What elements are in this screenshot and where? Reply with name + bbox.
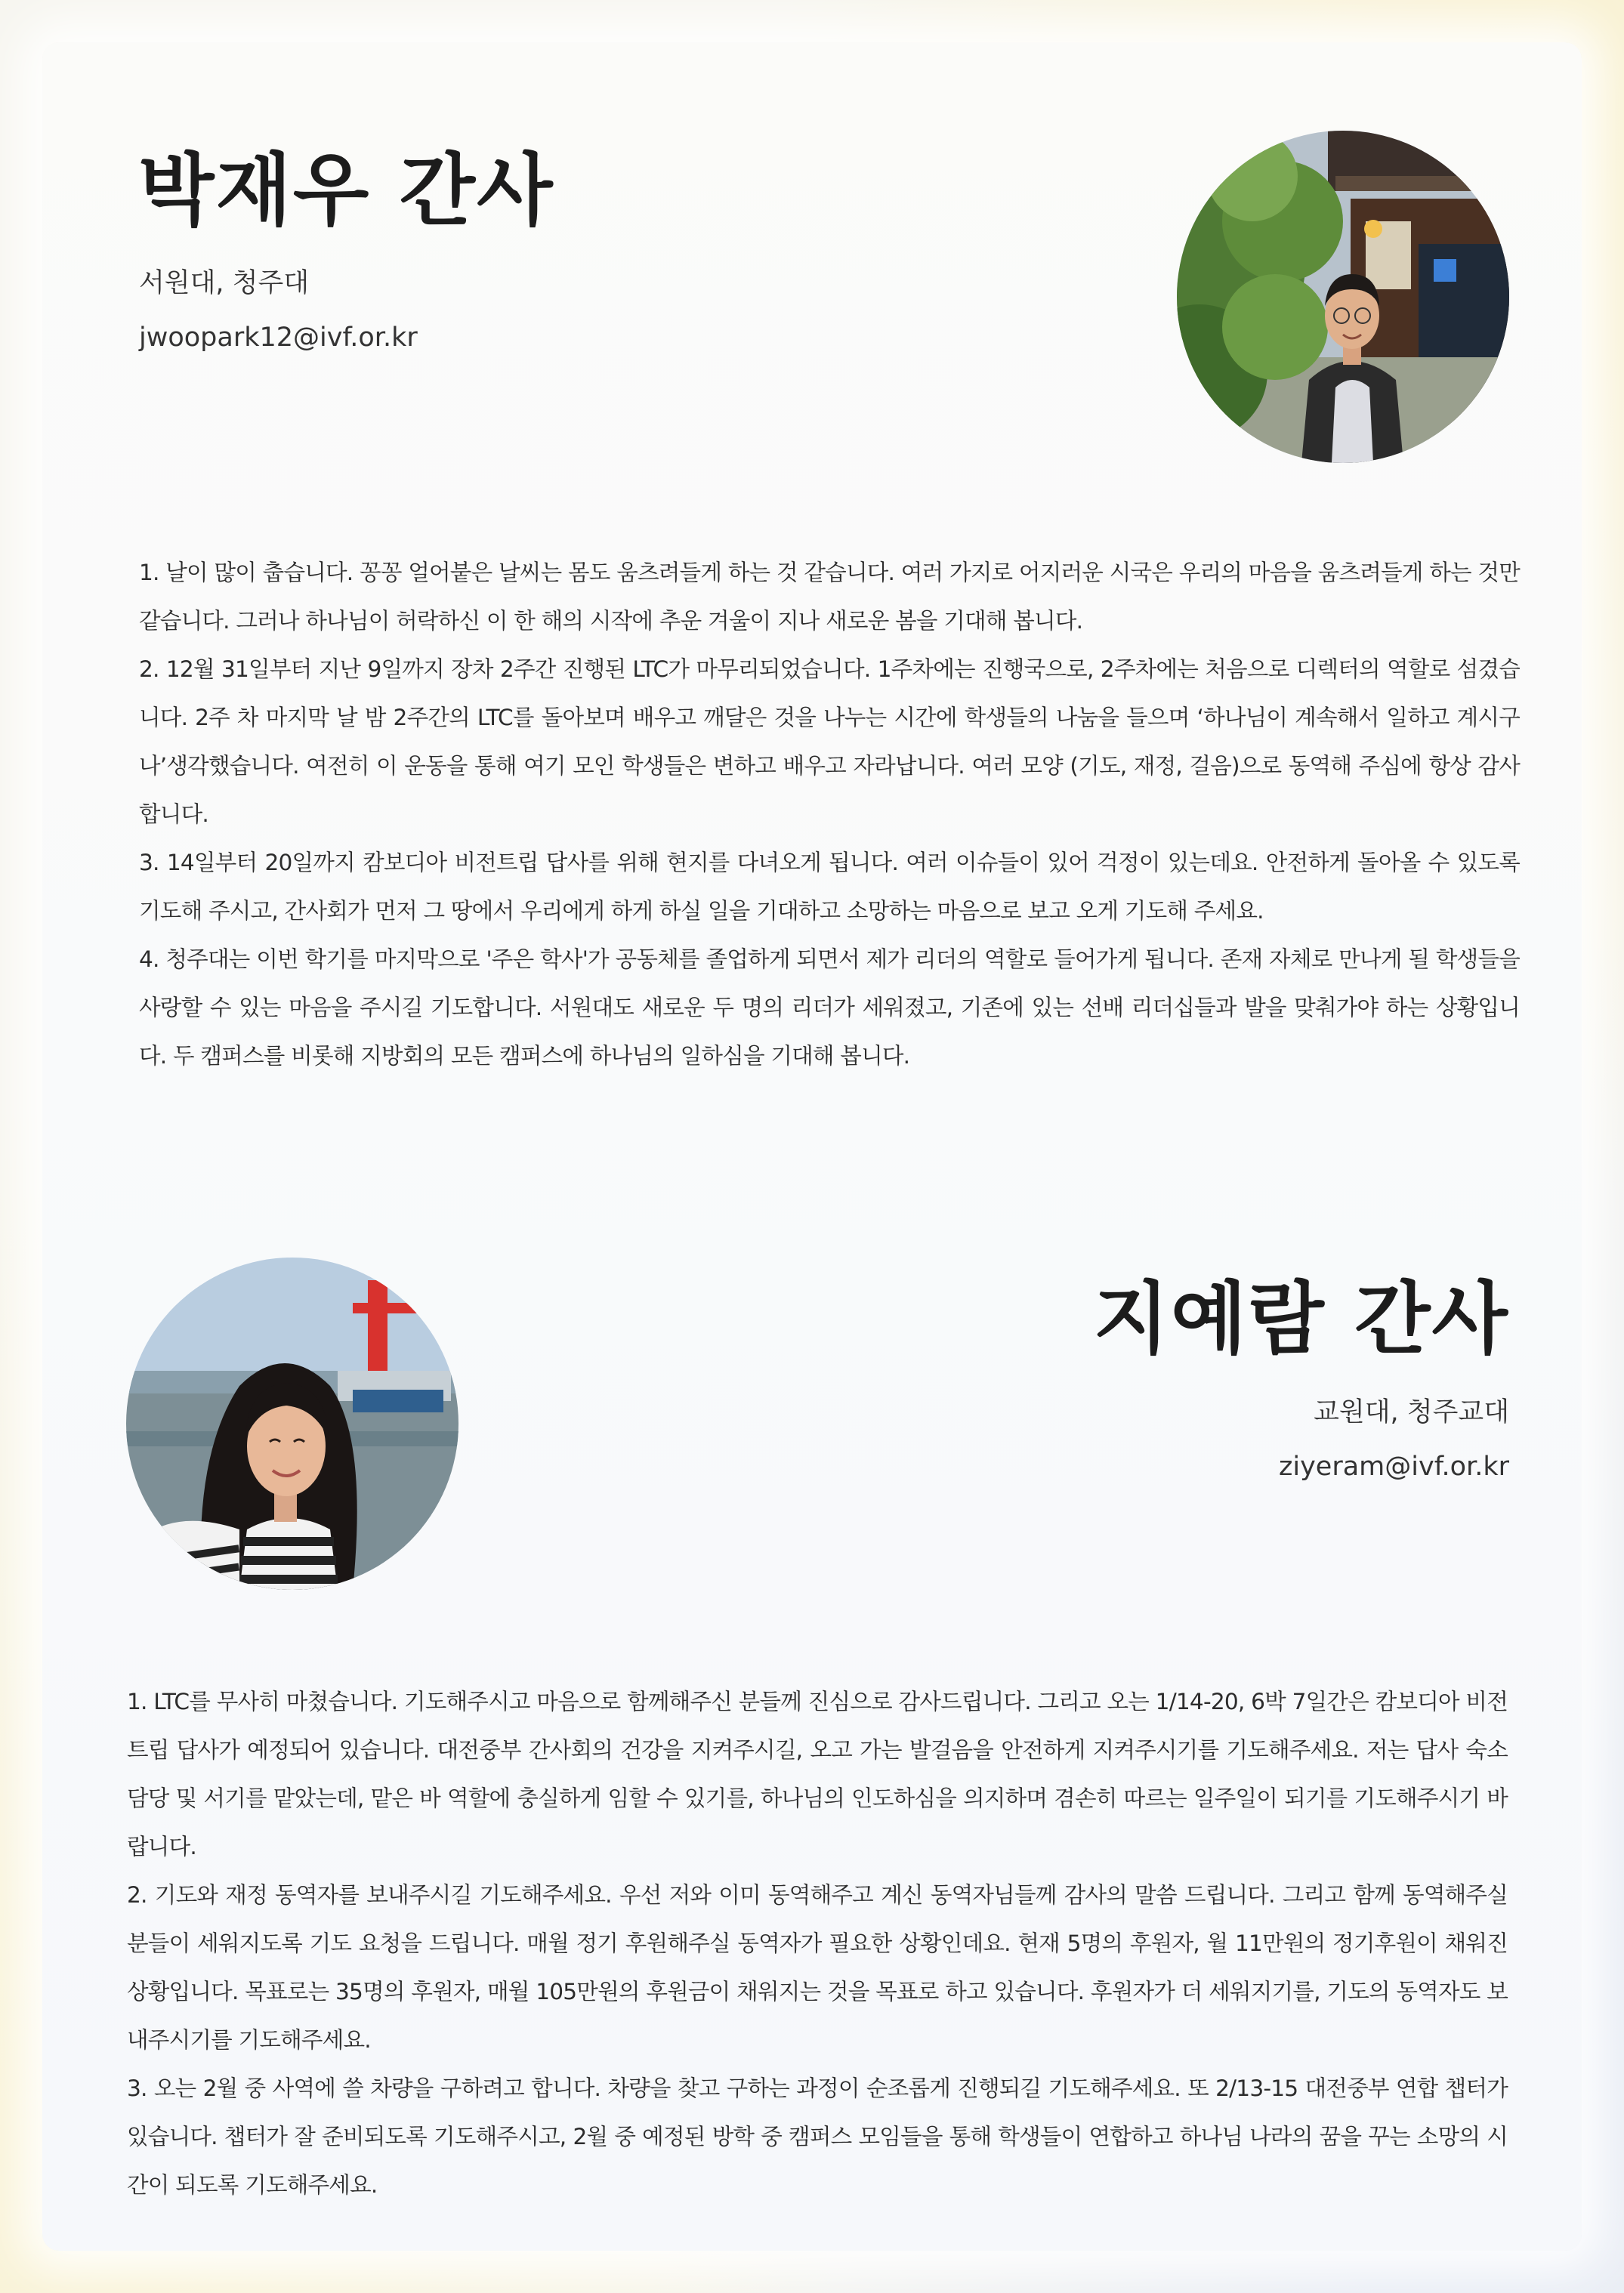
staff-email-2: ziyeram@ivf.or.kr — [1279, 1452, 1509, 1482]
paragraph: 2. 12월 31일부터 지난 9일까지 장차 2주간 진행된 LTC가 마무리되었습니다. 1주차에는 진행국으로, 2주차에는 처음으로 디렉터의 역할로 섬겼습니다. 2주 차 마지막 날 밤 2주간의 LTC를 돌아보며 배우고 깨달은 것을 나누는 시간에 학생들의 나눔을 들으며 ‘하나님이 계속해서 일하고 계시구나’생각했습니다. 여전히 이 운동을 통해 여기 모인 학생들은 변하고 배우고 자라납니다. 여러 모양 (기도, 재정, 걸음)으로 동역해 주심에 항상 감사합니다. — [139, 656, 1520, 827]
prayer-list-2 — [127, 1677, 1508, 2209]
staff-campus-1: 서원대, 청주대 — [139, 268, 310, 298]
paragraph: 3. 오는 2월 중 사역에 쓸 차량을 구하려고 합니다. 차량을 찾고 구하는 과정이 순조롭게 진행되길 기도해주세요. 또 2/13-15 대전중부 연합 챕터가 있습니다. 챕터가 잘 준비되도록 기도해주시고, 2월 중 예정된 방학 중 캠퍼스 모임들을 통해 학생들이 연합하고 하나님 나라의 꿈을 꾸는 소망의 시간이 되도록 기도해주세요. — [127, 2075, 1508, 2198]
man-portrait-illustration — [1177, 131, 1509, 463]
woman-portrait-illustration — [126, 1258, 458, 1590]
paragraph: 3. 14일부터 20일까지 캄보디아 비전트립 답사를 위해 현지를 다녀오게 됩니다. 여러 이슈들이 있어 걱정이 있는데요. 안전하게 돌아올 수 있도록 기도해 주시고, 간사회가 먼저 그 땅에서 우리에게 하게 하실 일을 기대하고 소망하는 마음으로 보고 오게 기도해 주세요. — [139, 850, 1520, 924]
prayer-list-1 — [139, 548, 1520, 1080]
paragraph: 4. 청주대는 이번 학기를 마지막으로 '주은 학사'가 공동체를 졸업하게 되면서 제가 리더의 역할로 들어가게 됩니다. 존재 자체로 만나게 될 학생들을 사랑할 수 있는 마음을 주시길 기도합니다. 서원대도 새로운 두 명의 리더가 세워졌고, 기존에 있는 선배 리더십들과 발을 맞춰가야 하는 상황입니다. 두 캠퍼스를 비롯해 지방회의 모든 캠퍼스에 하나님의 일하심을 기대해 봅니다. — [139, 946, 1520, 1069]
staff-campus-2: 교원대, 청주교대 — [1314, 1397, 1509, 1427]
staff-name-1: 박재우 간사 — [138, 144, 554, 236]
staff-photo-1 — [1177, 131, 1509, 463]
paragraph: 2. 기도와 재정 동역자를 보내주시길 기도해주세요. 우선 저와 이미 동역해주고 계신 동역자님들께 감사의 말씀 드립니다. 그리고 함께 동역해주실 분들이 세워지도록 기도 요청을 드립니다. 매월 정기 후원해주실 동역자가 필요한 상황인데요. 현재 5명의 후원자, 월 11만원의 정기후원이 채워진 상황입니다. 목표로는 35명의 후원자, 매월 105만원의 후원금이 채워지는 것을 목표로 하고 있습니다. 후원자가 더 세워지기를, 기도의 동역자도 보내주시기를 기도해주세요. — [127, 1882, 1508, 2053]
staff-photo-2 — [126, 1258, 458, 1590]
paragraph: 1. LTC를 무사히 마쳤습니다. 기도해주시고 마음으로 함께해주신 분들께 진심으로 감사드립니다. 그리고 오는 1/14-20, 6박 7일간은 캄보디아 비전트립 답사가 예정되어 있습니다. 대전중부 간사회의 건강을 지켜주시길, 오고 가는 발걸음을 안전하게 지켜주시기를 기도해주세요. 저는 답사 숙소 담당 및 서기를 맡았는데, 맡은 바 역할에 충실하게 임할 수 있기를, 하나님의 인도하심을 의지하며 겸손히 따르는 일주일이 되기를 기도해주시기 바랍니다. — [127, 1689, 1508, 1859]
staff-email-1: jwoopark12@ivf.or.kr — [139, 323, 418, 353]
staff-name-2: 지예람 간사 — [1093, 1272, 1509, 1365]
paragraph: 1. 날이 많이 춥습니다. 꽁꽁 얼어붙은 날씨는 몸도 움츠려들게 하는 것 같습니다. 여러 가지로 어지러운 시국은 우리의 마음을 움츠려들게 하는 것만 같습니다. 그러나 하나님이 허락하신 이 한 해의 시작에 추운 겨울이 지나 새로운 봄을 기대해 봅니다. — [139, 560, 1520, 634]
